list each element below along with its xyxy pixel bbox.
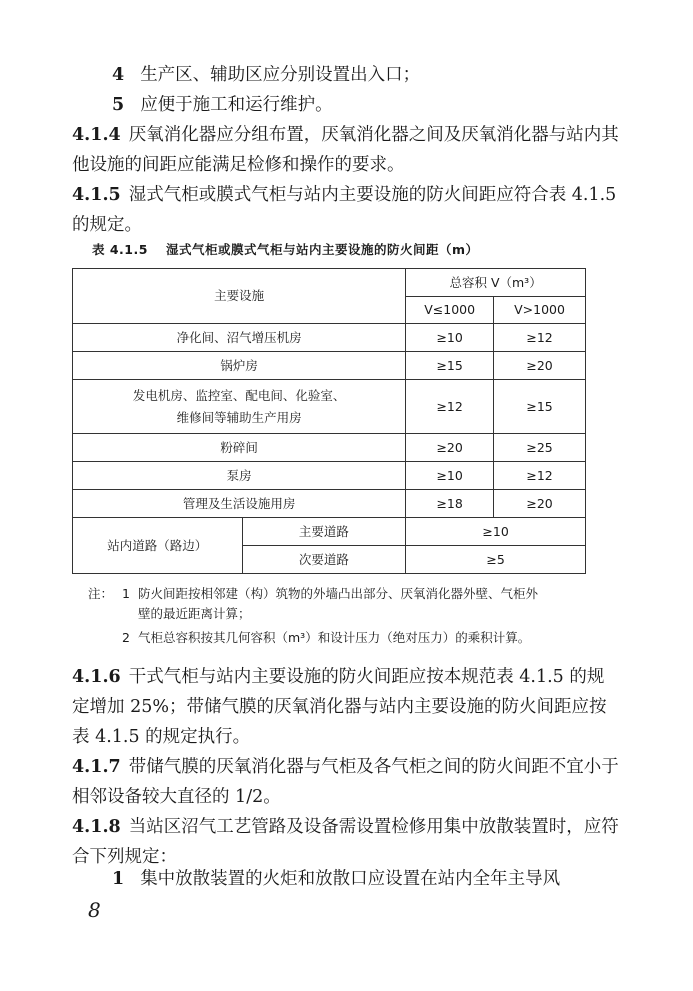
road-group: 站内道路（路边） (73, 518, 243, 574)
fire-distance-table (72, 268, 586, 574)
note-1: 注： 1 防火间距按相邻建（构）筑物的外墙凸出部分、厌氧消化器外壁、气柜外 (88, 586, 539, 601)
table-row: 泵房 ≥10 ≥12 (73, 462, 586, 490)
table-row: 净化间、沼气增压机房 ≥10 ≥12 (73, 324, 586, 352)
header-volume: 总容积 V（m³） (406, 269, 586, 297)
table-row: 次要道路 ≥5 (73, 546, 586, 574)
clause-4-1-4: 4.1.4 厌氧消化器应分组布置，厌氧消化器之间及厌氧消化器与站内其他设施的间距应能满足检修和操作的要求。 (72, 125, 619, 175)
clause-4-1-6: 4.1.6 干式气柜与站内主要设施的防火间距应按本规范表 4.1.5 的规定增加 25%；带储气膜的厌氧消化器与站内主要设施的防火间距应按表 4.1.5 的规定执行。 (72, 667, 607, 747)
clause-4-1-8: 4.1.8 当站区沼气工艺管路及设备需设置检修用集中放散装置时，应符合下列规定： (72, 817, 619, 867)
table-notes: 注： 1 防火间距按相邻建（构）筑物的外墙凸出部分、厌氧消化器外壁、气柜外 壁的最近距离计算； 2 气柜总容积按其几何容积（m³）和设计压力（绝对压力）的乘积计算。 (88, 584, 618, 648)
clause-4-1-7: 4.1.7 带储气膜的厌氧消化器与气柜及各气柜之间的防火间距不宜小于相邻设备较大直径的 1/2。 (72, 757, 619, 807)
list-item: 5 应便于施工和运行维护。 (112, 95, 333, 115)
table-row: 粉碎间 ≥20 ≥25 (73, 434, 586, 462)
table-row: 锅炉房 ≥15 ≥20 (73, 352, 586, 380)
table-row: 管理及生活设施用房 ≥18 ≥20 (73, 490, 586, 518)
note-2: 2 气柜总容积按其几何容积（m³）和设计压力（绝对压力）的乘积计算。 (122, 630, 531, 645)
clause-4-1-5: 4.1.5 湿式气柜或膜式气柜与站内主要设施的防火间距应符合表 4.1.5 的规定。 (72, 185, 617, 235)
table-caption: 表 4.1.5 湿式气柜或膜式气柜与站内主要设施的防火间距（m） (92, 242, 479, 257)
list-item: 1 集中放散装置的火炬和放散口应设置在站内全年主导风 (112, 869, 561, 889)
header-facility: 主要设施 (73, 269, 406, 324)
header-col2: V>1000 (494, 297, 586, 324)
list-item: 4 生产区、辅助区应分别设置出入口； (112, 65, 421, 85)
table-row: 发电机房、监控室、配电间、化验室、 维修间等辅助生产用房 ≥12 ≥15 (73, 380, 586, 434)
header-col1: V≤1000 (406, 297, 494, 324)
table-row: 站内道路（路边） 主要道路 ≥10 (73, 518, 586, 546)
page-number: 8 (88, 898, 101, 922)
